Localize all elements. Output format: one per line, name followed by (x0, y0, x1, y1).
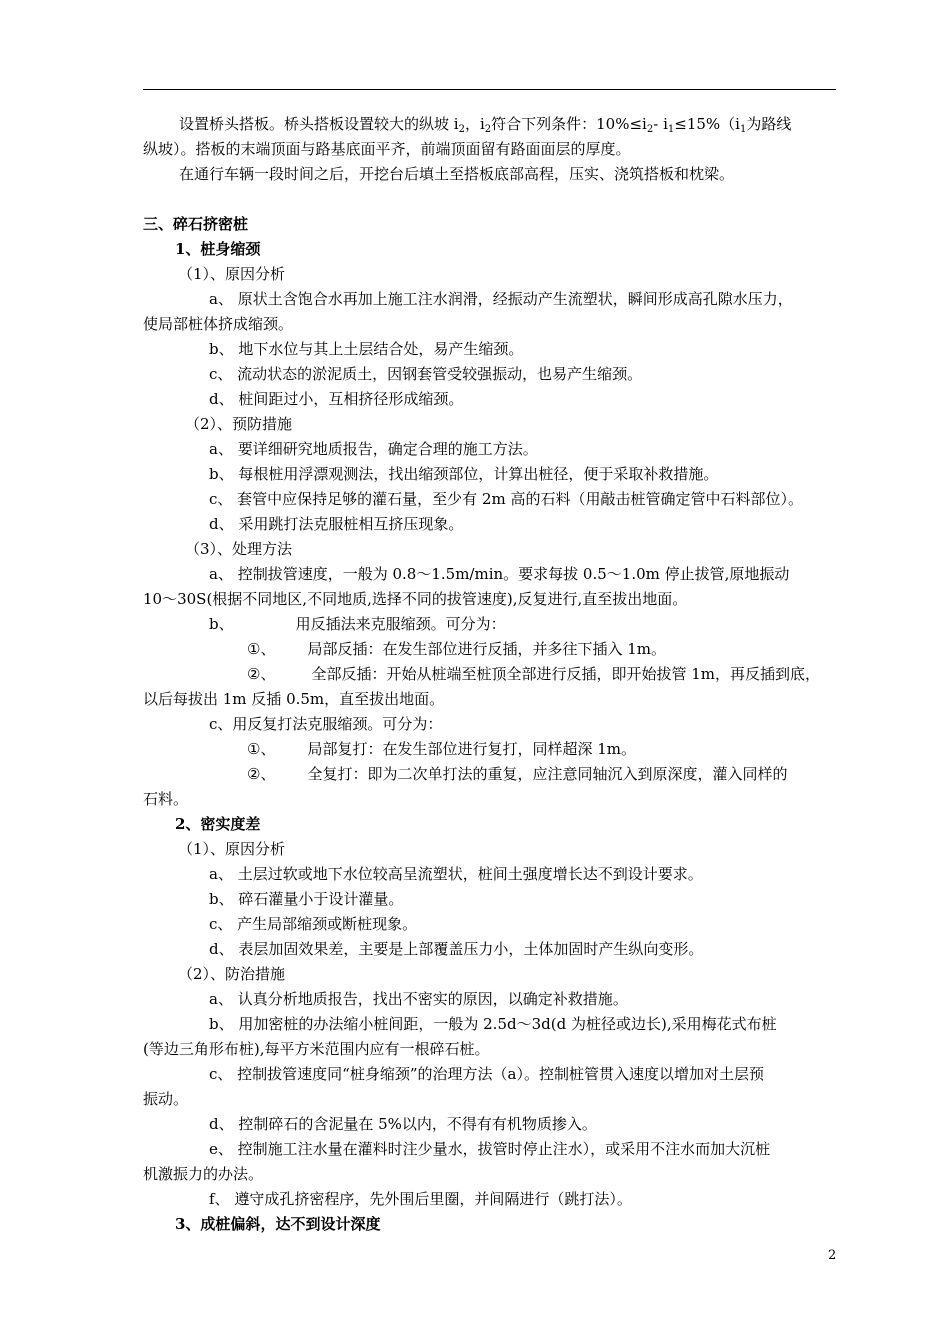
subsection-heading: 3、成桩偏斜，达不到设计深度 (175, 1215, 381, 1233)
subsection-heading: 2、密实度差 (175, 815, 261, 833)
section-heading: 三、碎石挤密桩 (143, 215, 249, 233)
list-item: b、 地下水位与其上土层结合处，易产生缩颈。 (209, 340, 524, 358)
paragraph-line: 设置桥头搭板。桥头搭板设置较大的纵坡 $i_2$，$i_2$符合下列条件：$10\%\le i_2-$ $i_1\le 15\%(i_1$为路线 (179, 115, 792, 135)
paragraph-line: 振动。 (143, 1090, 189, 1108)
list-item: ①、 局部反插：在发生部位进行反插，并多往下插入 1m。 (247, 640, 666, 658)
paragraph-line: 纵坡）。搭板的末端顶面与路基底面平齐，前端顶面留有路面面层的厚度。 (143, 140, 631, 158)
list-item: b、 每根桩用浮漂观测法，找出缩颈部位，计算出桩径，便于采取补救措施。 (209, 465, 719, 483)
list-item: d、 采用跳打法克服桩相互挤压现象。 (209, 515, 464, 533)
paragraph-line: (等边三角形布桩),每平方米范围内应有一根碎石桩。 (143, 1040, 490, 1058)
list-item: a、 认真分析地质报告，找出不密实的原因，以确定补救措施。 (209, 990, 628, 1008)
list-item: ①、 局部复打：在发生部位进行复打，同样超深 1m。 (247, 740, 636, 758)
list-item: c、 套管中应保持足够的灌石量，至少有 2m 高的石料（用敲击桩管确定管中石料部位）。 (209, 490, 803, 508)
paragraph-line: 以后每拔出 1m 反插 0.5m，直至拔出地面。 (143, 690, 445, 708)
list-item: f、 遵守成孔挤密程序，先外围后里圈，并间隔进行（跳打法）。 (209, 1190, 632, 1208)
paragraph-line: 石料。 (143, 790, 189, 808)
item-heading: （1）、原因分析 (178, 840, 286, 858)
list-item: c、用反复打法克服缩颈。可分为： (209, 715, 443, 733)
list-item: b、 用加密桩的办法缩小桩间距，一般为 2.5d～3d(d 为桩径或边长),采用梅花式布桩 (209, 1015, 777, 1033)
list-item: b、 用反插法来克服缩颈。可分为： (209, 615, 506, 633)
list-item: ②、 全复打：即为二次单打法的重复，应注意同轴沉入到原深度，灌入同样的 (247, 765, 788, 783)
list-item: b、 碎石灌量小于设计灌量。 (209, 890, 404, 908)
header-rule (143, 89, 836, 90)
paragraph-line: 使局部桩体挤成缩颈。 (143, 315, 294, 333)
paragraph-line: a、 原状土含饱合水再加上施工注水润滑，经振动产生流塑状，瞬间形成高孔隙水压力， (209, 290, 793, 308)
list-item: a、 土层过软或地下水位较高呈流塑状，桩间土强度增长达不到设计要求。 (209, 865, 703, 883)
item-heading: （2）、防治措施 (178, 965, 286, 983)
list-item: d、 桩间距过小，互相挤径形成缩颈。 (209, 390, 464, 408)
paragraph-line: 机激振力的办法。 (143, 1165, 264, 1183)
list-item: d、 控制碎石的含泥量在 5%以内，不得有有机物质掺入。 (209, 1115, 597, 1133)
item-heading: （2）、预防措施 (185, 415, 293, 433)
page-number: 2 (828, 1248, 837, 1263)
list-item: c、 产生局部缩颈或断桩现象。 (209, 915, 418, 933)
list-item: c、 流动状态的淤泥质土，因钢套管受较强振动，也易产生缩颈。 (209, 365, 643, 383)
list-item: ②、 全部反插：开始从桩端至桩顶全部进行反插，即开始拔管 1m，再反插到底， (247, 665, 820, 683)
list-item: a、 要详细研究地质报告，确定合理的施工方法。 (209, 440, 538, 458)
list-item: d、 表层加固效果差，主要是上部覆盖压力小，土体加固时产生纵向变形。 (209, 940, 704, 958)
item-heading: （1）、原因分析 (178, 265, 286, 283)
paragraph-line: 10～30S(根据不同地区,不同地质,选择不同的拔管速度),反复进行,直至拔出地面。 (143, 590, 688, 608)
subsection-heading: 1、桩身缩颈 (175, 240, 261, 258)
paragraph-line: 在通行车辆一段时间之后，开挖台后填土至搭板底部高程，压实、浇筑搭板和枕梁。 (179, 165, 735, 183)
list-item: c、 控制拔管速度同“桩身缩颈”的治理方法（a）。控制桩管贯入速度以增加对土层预 (209, 1065, 764, 1083)
list-item: e、 控制施工注水量在灌料时注少量水，拔管时停止注水），或采用不注水而加大沉桩 (209, 1140, 771, 1158)
list-item: a、 控制拔管速度，一般为 0.8～1.5m/min。要求每拔 0.5～1.0m 停止拔管,原地振动 (209, 565, 790, 583)
item-heading: （3）、处理方法 (185, 540, 293, 558)
